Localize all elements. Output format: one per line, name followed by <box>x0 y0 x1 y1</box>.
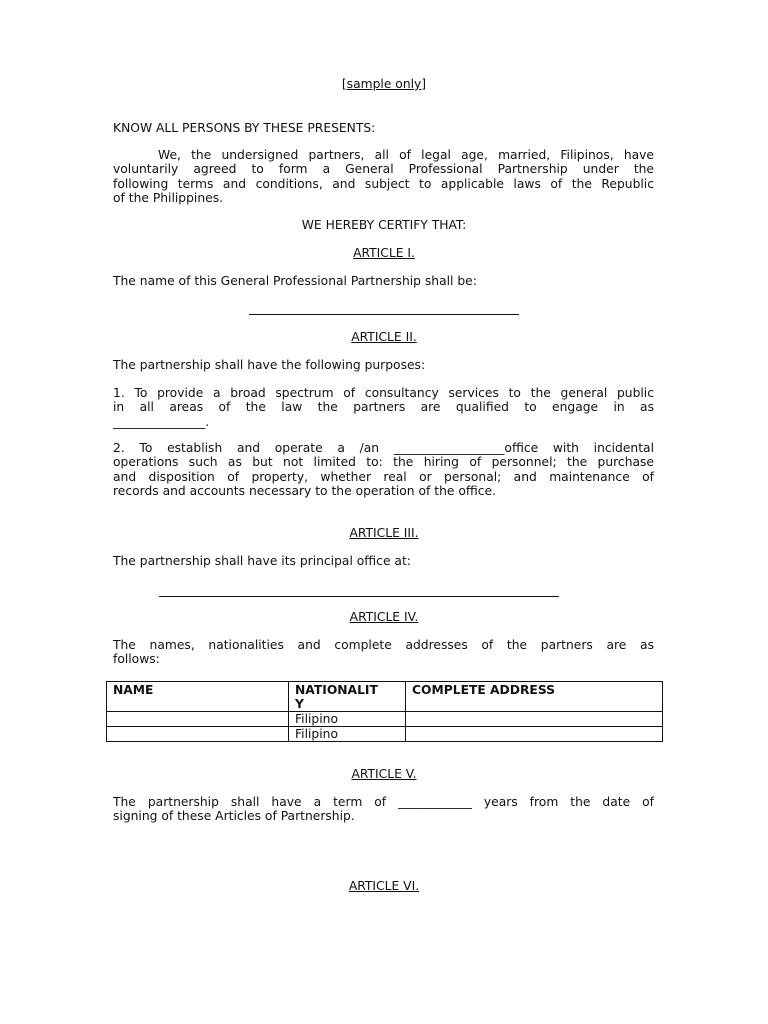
article-5-line: The partnership shall have a term of ____________ years from the date of <box>113 795 654 809</box>
opening-statement: KNOW ALL PERSONS BY THESE PRESENTS: <box>113 121 376 135</box>
purpose-2-line: 2. To establish and operate a /an __________________office with incidental <box>113 441 654 455</box>
header-nationality <box>289 682 406 712</box>
partner-nationality-cell: Filipino <box>289 712 406 727</box>
partner-nationality-cell: Filipino <box>289 727 406 742</box>
article-2-text: The partnership shall have the following purposes: <box>113 358 426 372</box>
purpose-2-line: records and accounts necessary to the operation of the office. <box>113 483 497 498</box>
intro-line: of the Philippines. <box>113 190 224 205</box>
article-1-heading: ARTICLE I. <box>353 246 415 260</box>
table-row <box>107 727 663 742</box>
article-2-heading: ARTICLE II. <box>351 330 417 344</box>
header-nationality-line1: NATIONALIT <box>295 683 378 697</box>
purpose-1-line: 1. To provide a broad spectrum of consultancy services to the general public <box>113 386 654 400</box>
article-5-line: signing of these Articles of Partnership. <box>113 809 355 824</box>
partnership-name-blank <box>249 314 519 315</box>
intro-line: We, the undersigned partners, all of legal age, married, Filipinos, have <box>158 148 654 162</box>
article-3-text: The partnership shall have its principal office at: <box>113 554 411 568</box>
article-4-line: follows: <box>113 652 160 667</box>
article-4-text <box>113 638 654 667</box>
table-row <box>107 712 663 727</box>
article-6-heading: ARTICLE VI. <box>348 879 420 893</box>
purpose-1-line: in all areas of the law the partners are qualified to engage in as <box>113 400 654 415</box>
purpose-2-line: operations such as but not limited to: the hiring of personnel; the purchase <box>113 455 654 470</box>
article-5-heading: ARTICLE V. <box>351 767 417 781</box>
purpose-2-line: and disposition of property, whether real or personal; and maintenance of <box>113 469 654 484</box>
partner-name-cell <box>107 712 289 727</box>
partners-table-header <box>107 682 663 712</box>
purpose-2 <box>113 441 654 498</box>
partner-address-cell <box>406 727 663 742</box>
intro-line: following terms and conditions, and subject to applicable laws of the Republic <box>113 176 654 191</box>
principal-office-blank <box>159 596 559 597</box>
header-name: NAME <box>107 682 289 712</box>
article-4-line: The names, nationalities and complete addresses of the partners are as <box>113 638 654 652</box>
header-address: COMPLETE ADDRESS <box>406 682 663 712</box>
intro-paragraph <box>113 148 654 205</box>
intro-line: voluntarily agreed to form a General Professional Partnership under the <box>113 162 654 177</box>
sample-only-note: [sample only] <box>341 77 427 91</box>
partner-address-cell <box>406 712 663 727</box>
partners-table <box>106 681 663 742</box>
purpose-1 <box>113 386 654 429</box>
header-nationality-line2: Y <box>295 697 304 711</box>
purpose-1-line: _______________. <box>113 414 210 429</box>
certify-heading: WE HEREBY CERTIFY THAT: <box>301 218 467 232</box>
article-3-heading: ARTICLE III. <box>349 526 419 540</box>
article-5-text <box>113 795 654 824</box>
partner-name-cell <box>107 727 289 742</box>
article-4-heading: ARTICLE IV. <box>349 610 419 624</box>
article-1-text: The name of this General Professional Partnership shall be: <box>113 274 477 288</box>
